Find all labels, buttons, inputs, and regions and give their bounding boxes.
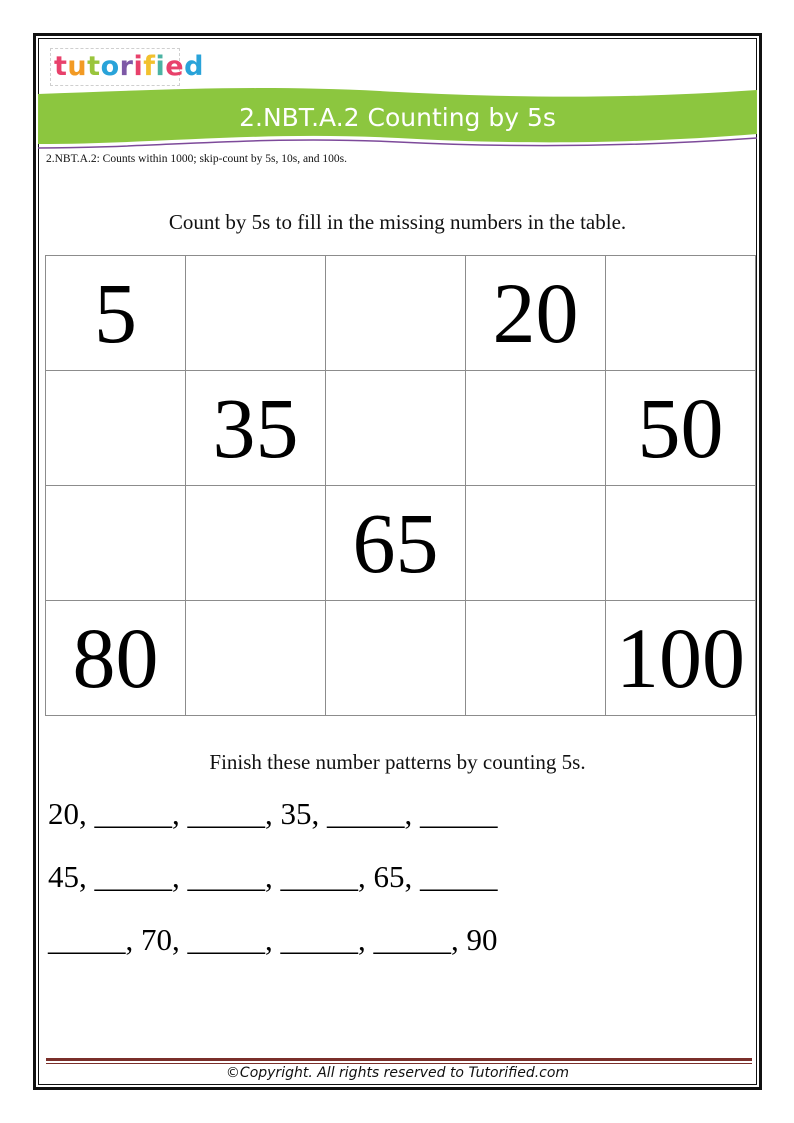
number-pattern-1[interactable] — [48, 796, 498, 832]
footer-divider-thin — [46, 1063, 752, 1064]
table-row — [46, 256, 756, 371]
table-cell-blank[interactable] — [186, 486, 326, 601]
table-cell-blank[interactable] — [466, 486, 606, 601]
table-cell-blank[interactable] — [46, 486, 186, 601]
table-cell: 100 — [606, 601, 756, 716]
logo-letter: u — [67, 51, 88, 82]
number-pattern-2[interactable] — [48, 859, 498, 895]
table-cell: 20 — [466, 256, 606, 371]
pattern-text: _____, 70, _____, _____, _____, 90 — [48, 922, 498, 957]
table-cell-blank[interactable] — [326, 601, 466, 716]
footer-divider — [46, 1058, 752, 1061]
table-cell-blank[interactable] — [606, 256, 756, 371]
table-cell-blank[interactable] — [186, 256, 326, 371]
logo-letter: e — [165, 51, 185, 82]
copyright-notice: ©Copyright. All rights reserved to Tutorified.com — [225, 1065, 570, 1081]
table-row — [46, 601, 756, 716]
table-cell-blank[interactable] — [186, 601, 326, 716]
counting-table — [45, 255, 756, 716]
page-title: 2.NBT.A.2 Counting by 5s — [239, 103, 556, 132]
pattern-instruction: Finish these number patterns by counting 5s. — [209, 750, 586, 774]
tutorified-logo — [50, 48, 204, 86]
logo-letter: t — [87, 51, 101, 82]
table-cell-blank[interactable] — [46, 371, 186, 486]
logo-letter: i — [155, 51, 166, 82]
table-cell-blank[interactable] — [466, 371, 606, 486]
logo-letter: d — [184, 51, 204, 82]
table-row — [46, 371, 756, 486]
table-cell-blank[interactable] — [606, 486, 756, 601]
standard-description: 2.NBT.A.2: Counts within 1000; skip-count by 5s, 10s, and 100s. — [46, 153, 348, 165]
table-row — [46, 486, 756, 601]
logo-letter: f — [143, 51, 156, 82]
table-cell: 35 — [186, 371, 326, 486]
table-cell-blank[interactable] — [466, 601, 606, 716]
pattern-text: 20, _____, _____, 35, _____, _____ — [48, 796, 498, 831]
table-cell: 65 — [326, 486, 466, 601]
logo-letter: o — [100, 51, 120, 82]
table-cell-blank[interactable] — [326, 371, 466, 486]
logo-letter: i — [133, 51, 144, 82]
logo-letter: t — [54, 51, 68, 82]
table-cell-blank[interactable] — [326, 256, 466, 371]
logo-letter: r — [119, 51, 134, 82]
table-instruction: Count by 5s to fill in the missing numbers in the table. — [168, 210, 627, 234]
table-cell: 5 — [46, 256, 186, 371]
table-cell: 50 — [606, 371, 756, 486]
table-cell: 80 — [46, 601, 186, 716]
pattern-text: 45, _____, _____, _____, 65, _____ — [48, 859, 498, 894]
number-pattern-3[interactable] — [48, 922, 498, 958]
